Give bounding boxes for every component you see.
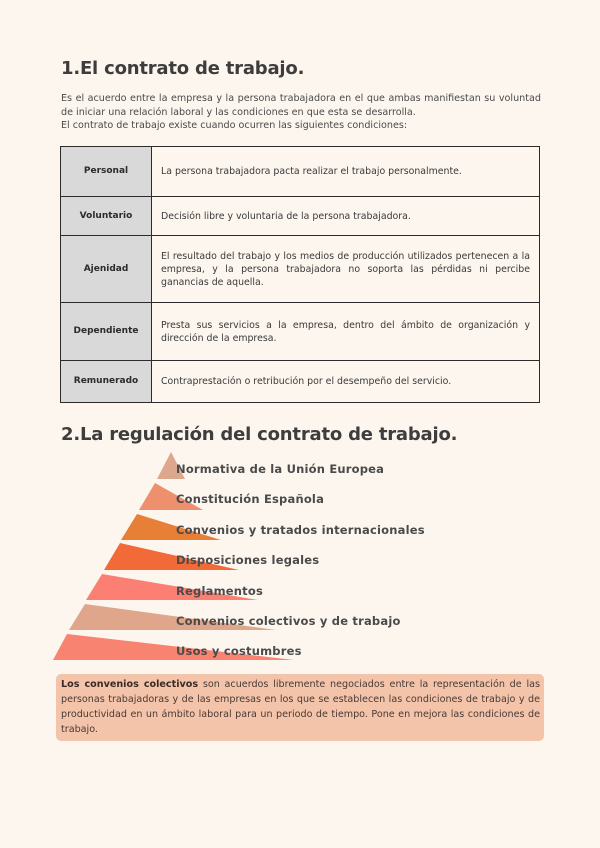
condition-value: Decisión libre y voluntaria de la persona trabajadora.	[152, 197, 540, 236]
intro-text-2: El contrato de trabajo existe cuando ocurren las siguientes condiciones:	[61, 120, 408, 131]
condition-value: Presta sus servicios a la empresa, dentro del ámbito de organización y dirección de la empresa.	[152, 303, 540, 361]
note-text: son acuerdos libremente negociados entre la representación de las personas trabajadoras y de las empresas en los que se establecen las condiciones de trabajo y de productividad en un ámbito laboral para un periodo de tiempo. Pone en mejora las condiciones de trabajo.	[61, 679, 540, 735]
note-bold-term: Los convenios colectivos	[61, 679, 199, 690]
condition-key: Remunerado	[61, 361, 152, 403]
pyramid-label: Usos y costumbres	[176, 644, 302, 658]
condition-value: La persona trabajadora pacta realizar el trabajo personalmente.	[152, 147, 540, 197]
condition-key: Ajenidad	[61, 236, 152, 303]
condition-value: El resultado del trabajo y los medios de producción utilizados pertenecen a la empresa, y la persona trabajadora no soporta las pérdidas ni percibe ganancias de aquella.	[152, 236, 540, 303]
pyramid-label: Normativa de la Unión Europea	[176, 462, 385, 476]
condition-key: Dependiente	[61, 303, 152, 361]
pyramid-label: Disposiciones legales	[176, 553, 320, 567]
condition-value: Contraprestación o retribución por el desempeño del servicio.	[152, 361, 540, 403]
pyramid-label: Convenios colectivos y de trabajo	[176, 614, 401, 628]
intro-text-1: Es el acuerdo entre la empresa y la persona trabajadora en el que ambas manifiestan su voluntad de iniciar una relación laboral y las condiciones en que esta se desarrolla.	[61, 93, 541, 118]
pyramid-label: Reglamentos	[176, 584, 264, 598]
pyramid-label: Constitución Española	[176, 492, 325, 506]
condition-key: Voluntario	[61, 197, 152, 236]
pyramid-label: Convenios y tratados internacionales	[176, 523, 425, 537]
collective-agreements-note	[56, 674, 544, 741]
section-1-title: 1.El contrato de trabajo.	[61, 58, 305, 79]
section-2-title: 2.La regulación del contrato de trabajo.	[61, 424, 458, 445]
condition-key: Personal	[61, 147, 152, 197]
